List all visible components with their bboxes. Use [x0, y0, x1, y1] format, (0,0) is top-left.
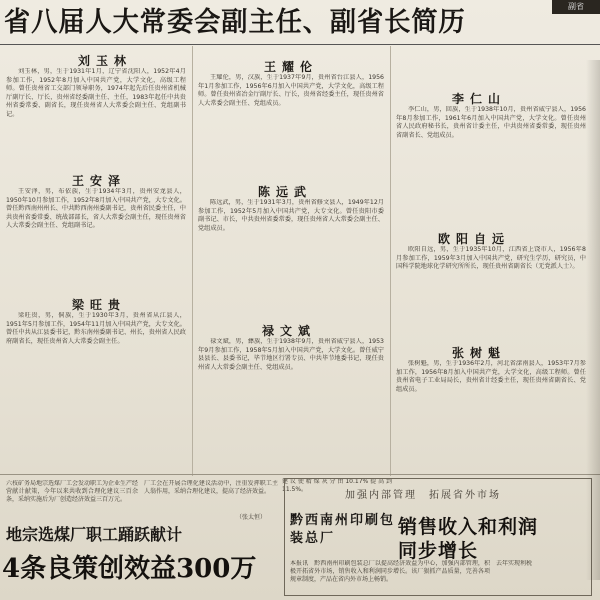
page-headline: 省八届人大常委会副主任、副省长简历 [4, 7, 466, 38]
official-bio: 张树魁，男，生于1936年2月，河北省滦南县人，1953年7月参加工作，1956年8月加入中国共产党，大学文化，高级工程师。曾任贵州省电子工业局局长，贵州省计经委主任，现任贵州省副省长、党组成员。 [396, 360, 586, 393]
corner-tag: 副省 [552, 0, 600, 14]
page-fold-shadow [586, 60, 600, 580]
official-name: 王耀伦 [264, 60, 319, 74]
story-body: 本报讯 黔西南州印刷包装总厂以提高经济效益为中心，加强内部管理，积极开拓省外市场，销售收入和利润同步增长。该厂狠抓产品质量，完善各项规章制度，产品在省内外市场上畅销。 [290, 560, 490, 584]
story-credit: （张太恒） [236, 514, 267, 521]
story-byline: 去年实现利税 [496, 560, 533, 567]
official-name: 刘玉林 [78, 54, 133, 68]
official-bio: 王安泽，男，布依族，生于1934年3月，贵州安龙县人，1950年10月参加工作，1952年8月加入中国共产党，大专文化。曾任黔西南州州长、中共黔西南州委副书记，贵州省民委主任，中共贵州省委常委、统战部部长，省人大常委会副主任，现任贵州省人大常委会副主任、党组副书记。 [6, 188, 186, 230]
official-bio: 李仁山，男，回族，生于1938年10月，贵州省威宁县人，1956年8月参加工作，1961年6月加入中国共产党，大学文化。曾任贵州省人民政府秘书长，贵州省计委主任，中共贵州省委常委，现任贵州省副省长、党组成员。 [396, 106, 586, 139]
official-name: 欧阳自远 [438, 232, 511, 246]
official-name: 梁旺贵 [72, 298, 127, 312]
official-bio: 禄文斌，男，彝族，生于1938年9月，贵州省威宁县人，1953年9月参加工作，1958年5月加入中国共产党，大学文化。曾任威宁县县长、县委书记，毕节地区行署专员、中共毕节地委书记，现任贵州省人大常委会副主任、党组成员。 [198, 338, 384, 371]
story-body: 六枝矿务局地宗选煤厂工会发动职工为企业生产经营献计献策，今年以来共收到合理化建议三百余条，采纳实施后为厂创造经济效益三百万元。 [6, 480, 138, 504]
story-body: 厂工会在开展合理化建议活动中，注重发挥职工主人翁作用，采纳合理化建议，提高了经济效益。 [144, 480, 278, 496]
official-bio: 刘玉林，男，生于1931年1月，辽宁省沈阳人，1952年4月参加工作，1952年8月加入中国共产党，大学文化，高级工程师。曾任贵州省工交部门领导职务，1974年起先后任贵州省机械厅副厅长、厅长，贵州省经委副主任、主任，1983年起任中共贵州省委常委、副省长，现任贵州省人大常委会副主任、党组副书记。 [6, 68, 186, 118]
official-name: 禄文斌 [262, 324, 317, 338]
official-name: 李仁山 [452, 92, 507, 106]
official-bio: 梁旺贵，男，侗族，生于1930年3月，贵州省从江县人，1951年5月参加工作，1954年11月加入中国共产党，大专文化。曾任中共从江县委书记，黔东南州委副书记、州长，贵州省人民政府副省长，现任贵州省人大常委会副主任。 [6, 312, 186, 345]
official-bio: 欧阳自远，男，生于1935年10月，江西省上饶市人，1956年8月参加工作，1959年3月加入中国共产党，研究生学历，研究员，中国科学院地球化学研究所所长，现任贵州省副省长（无党派人士）。 [396, 246, 586, 271]
story-body: 建议使精煤灰分由10.17%提高到11.5%。 [282, 478, 392, 494]
story-headline: 地宗选煤厂职工踊跃献计 [6, 525, 183, 544]
column-divider [192, 46, 193, 476]
story-headline-line2: 同步增长 [398, 540, 479, 562]
story-kicker: 加强内部管理 拓展省外市场 [345, 490, 501, 501]
headline-divider [0, 44, 600, 45]
story-headline-line1: 销售收入和利润 [398, 516, 539, 538]
official-name: 王安泽 [72, 174, 127, 188]
official-name: 陈远武 [258, 185, 313, 199]
official-bio: 王耀伦，男，汉族，生于1937年9月，贵州省台江县人，1956年1月参加工作，1956年6月加入中国共产党，大学文化，高级工程师。曾任贵州省冶金厅副厅长、厅长，贵州省经委主任，现任贵州省人大常委会副主任、党组成员。 [198, 74, 384, 107]
story-company: 黔西南州印刷包装总厂 [290, 513, 396, 546]
official-bio: 陈远武，男，生于1931年3月，贵州省修文县人，1949年12月参加工作，1952年5月加入中国共产党，大专文化。曾任贵阳市委副书记、市长，中共贵州省委常委，现任贵州省人大常委会副主任、党组成员。 [198, 199, 384, 232]
column-divider [390, 46, 391, 476]
official-name: 张树魁 [452, 346, 507, 360]
section-divider [0, 474, 600, 475]
story-headline-main: 4条良策创效益300万 [2, 554, 257, 584]
